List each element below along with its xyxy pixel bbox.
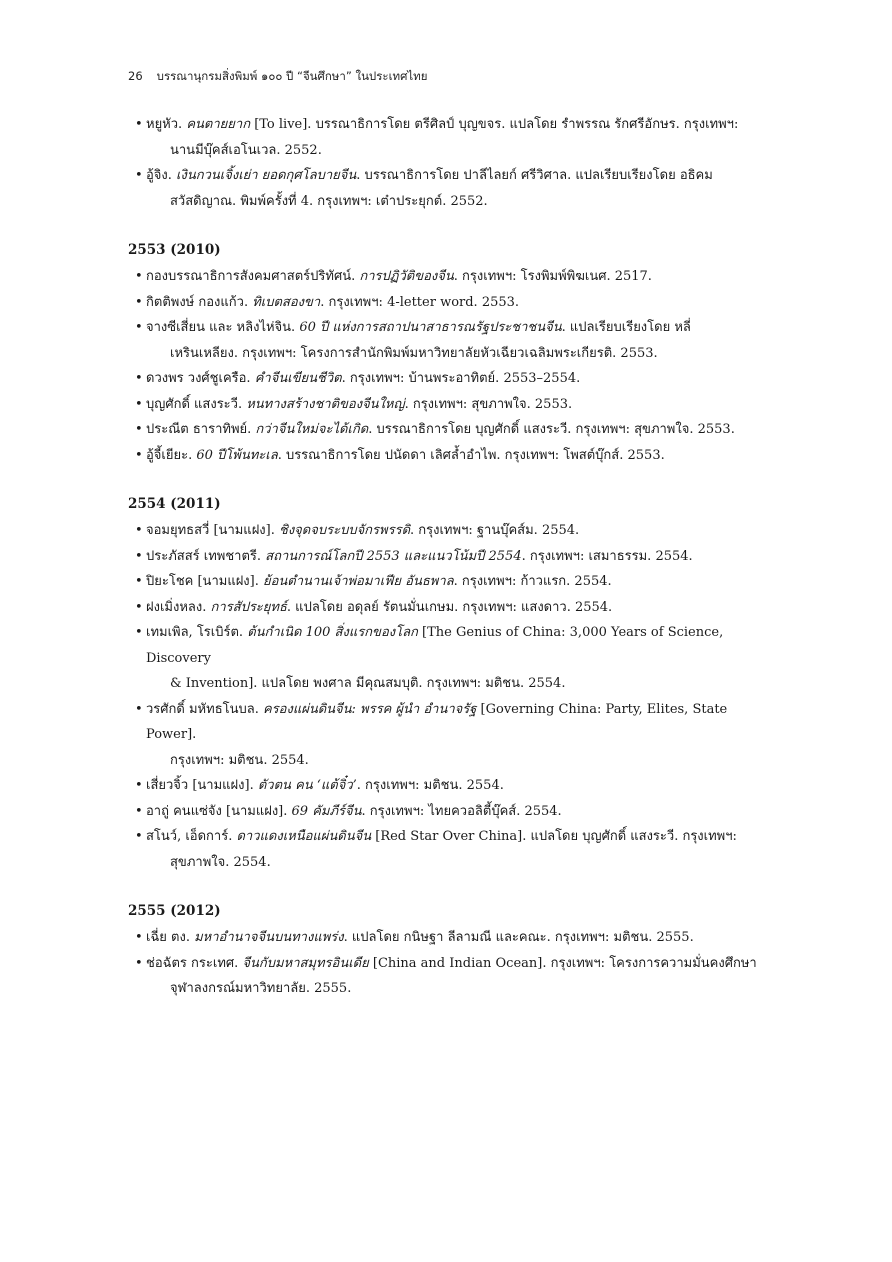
entry-details: [China and Indian Ocean]. กรุงเทพฯ: โครงการความมั่นคงศึกษา [368,955,757,971]
entry-details: . บรรณาธิการโดย บุญศักดิ์ แสงระวี. กรุงเทพฯ: สุขภาพใจ. 2553. [368,422,735,437]
entry-details: [Governing China: Party, Elites, State Power]. [146,701,728,742]
entry-details: . บรรณาธิการโดย ปนัดดา เลิศล้ำอำไพ. กรุงเทพฯ: โพสต์บุ๊กส์. 2553. [277,447,665,463]
entry-details: . แปลโดย กนิษฐา ลีลามณี และคณะ. กรุงเทพฯ: มติชน. 2555. [343,930,694,945]
bibliography-entry [128,290,780,316]
entry-title: คำจีนเขียนชีวิต [254,371,342,386]
entry-title: เงินกวนเจิ้งเย่า ยอดกุศโลบายจีน [176,168,357,183]
entry-details: . กรุงเทพฯ: มติชน. 2554. [356,778,504,793]
intro-entry-list [128,112,780,214]
entry-title: มหาอำนาจจีนบนทางแพร่ง [194,930,344,945]
entry-title: จีนกับมหาสมุทรอินเดีย [242,955,369,971]
bibliography-entry [128,518,780,544]
year-heading: 2553 (2010) [128,242,221,258]
entry-title: กว่าจีนใหม่จะได้เกิด [255,422,369,437]
entry-continuation: จุฬาลงกรณ์มหาวิทยาลัย. 2555. [170,981,352,996]
entry-continuation: นานมีบุ๊คส์เอโนเวล. 2552. [170,142,322,158]
entry-continuation: สุขภาพใจ. 2554. [170,854,271,870]
entry-title: ดาวแดงเหนือแผ่นดินจีน [236,829,372,844]
bibliography-entry [128,544,780,570]
entry-title: ชิงจุดจบระบบจักรพรรดิ [279,523,411,538]
entry-list [128,925,780,1002]
entry-author: หยูหัว. [146,117,187,132]
bibliography-entry [128,595,780,621]
bibliography-entry [128,366,780,392]
bibliography-entry [128,417,780,443]
entry-title: การสัประยุทธ์ [210,599,287,615]
bibliography-entry [128,163,780,214]
bibliography-entry [128,773,780,799]
running-head-title: บรรณานุกรมสิ่งพิมพ์ ๑๐๐ ปี “จีนศึกษา” ในประเทศไทย [156,69,428,83]
entry-details: [The Genius of China: 3,000 Years of Science, Discovery [146,625,724,666]
entry-title: หนทางสร้างชาติของจีนใหญ่ [246,396,405,412]
entry-author: ปิยะโชค [นามแฝง]. [146,574,263,589]
entry-details: . แปลเรียบเรียงโดย หลี่ [561,320,691,335]
entry-author: จอมยุทธสวี่ [นามแฝง]. [146,523,279,538]
entry-author: บุญศักดิ์ แสงระวี. [146,396,247,412]
entry-details: . กรุงเทพฯ: บ้านพระอาทิตย์. 2553–2554. [341,371,581,386]
entry-details: [To live]. บรรณาธิการโดย ตรีศิลป์ บุญขจร. แปลโดย รำพรรณ รักศรีอักษร. กรุงเทพฯ: [250,117,739,132]
entry-details: . กรุงเทพฯ: สุขภาพใจ. 2553. [404,396,573,412]
entry-details: . กรุงเทพฯ: ก้าวแรก. 2554. [453,574,612,589]
entry-title: คนตายยาก [186,117,251,132]
entry-title: สถานการณ์โลกปี 2553 และแนวโน้มปี 2554 [265,548,522,564]
entry-author: วรศักดิ์ มหัทธโนบล. [146,701,263,717]
entry-details: . กรุงเทพฯ: โรงพิมพ์พิฆเนศ. 2517. [453,269,652,284]
bibliography-entry [128,697,780,774]
bibliography-entry [128,925,780,951]
entry-details: . กรุงเทพฯ: เสมาธรรม. 2554. [521,548,693,564]
entry-author: อู้จี้เยียะ. [146,447,197,463]
bibliography-entry [128,315,780,366]
entry-details: . บรรณาธิการโดย ปาลีไลยก์ ศรีวิศาล. แปลเรียบเรียงโดย อธิคม [356,168,713,183]
running-head [128,68,780,86]
entry-title: 69 คัมภีร์จีน [291,803,362,819]
entry-details: . กรุงเทพฯ: 4-letter word. 2553. [320,294,520,310]
entry-continuation: เหรินเหลียง. กรุงเทพฯ: โครงการสำนักพิมพ์มหาวิทยาลัยหัวเฉียวเฉลิมพระเกียรติ. 2553. [170,345,658,361]
entry-title: ครองแผ่นดินจีน: พรรค ผู้นำ อำนาจรัฐ [262,701,477,717]
entry-title: 60 ปี แห่งการสถาปนาสาธารณรัฐประชาชนจีน [299,320,562,335]
entry-title: ย้อนตำนานเจ้าพ่อมาเฟีย อันธพาล [263,574,454,589]
entry-author: จางซีเสี่ยน และ หลิงไห่จิน. [146,320,300,335]
year-section [128,899,780,1002]
entry-title: การปฏิวัติของจีน [359,269,454,284]
entry-author: กิตติพงษ์ กองแก้ว. [146,294,253,310]
bibliography-entry [128,824,780,875]
year-heading: 2554 (2011) [128,496,221,512]
bibliography-entry [128,620,780,697]
entry-author: ฝงเมิ่งหลง. [146,599,211,615]
year-heading: 2555 (2012) [128,903,221,919]
entry-author: เสี่ยวจิ้ว [นามแฝง]. [146,778,258,793]
entry-details: . แปลโดย อดุลย์ รัตนมั่นเกษม. กรุงเทพฯ: แสงดาว. 2554. [286,599,613,615]
entry-author: สโนว์, เอ็ดการ์. [146,829,237,844]
bibliography-entry [128,569,780,595]
entry-author: กองบรรณาธิการสังคมศาสตร์ปริทัศน์. [146,269,360,284]
page-number: 26 [128,69,143,83]
entry-details: . กรุงเทพฯ: ฐานบุ๊คส์ม. 2554. [410,523,580,538]
entry-author: เฉี่ย ตง. [146,930,195,945]
bibliography-entry [128,264,780,290]
entry-title: ต้นกำเนิด 100 สิ่งแรกของโลก [247,625,418,640]
bibliography-entry [128,392,780,418]
entry-title: 60 ปีโพ้นทะเล [196,447,278,463]
entry-list [128,264,780,468]
entry-list [128,518,780,875]
bibliography-entry [128,112,780,163]
entry-author: ประภัสสร์ เทพชาตรี. [146,548,266,564]
bibliography-entry [128,951,780,1002]
entry-author: เทมเพิล, โรเบิร์ต. [146,625,248,640]
entry-author: ประณีต ธาราทิพย์. [146,422,256,437]
entry-author: ดวงพร วงศ์ชูเครือ. [146,371,255,386]
page [128,68,780,1002]
entry-author: อาถู่ คนแซ่จัง [นามแฝง]. [146,803,292,819]
entry-title: ตัวตน คน ‘แต้จิ๋ว’ [257,778,357,793]
entry-details: [Red Star Over China]. แปลโดย บุญศักดิ์ แสงระวี. กรุงเทพฯ: [371,829,737,844]
bibliography-entry [128,799,780,825]
bibliography-entry [128,443,780,469]
year-section [128,492,780,875]
entry-author: อู้จิง. [146,168,177,183]
bibliography-sections [128,238,780,1002]
entry-continuation: สวัสดิญาณ. พิมพ์ครั้งที่ 4. กรุงเทพฯ: เต๋าประยุกต์. 2552. [170,193,488,209]
year-section [128,238,780,468]
entry-continuation: & Invention]. แปลโดย พงศาล มีคุณสมบุติ. กรุงเทพฯ: มติชน. 2554. [170,676,566,691]
entry-title: ทิเบตสองขา [252,294,321,310]
entry-details: . กรุงเทพฯ: ไทยควอลิตี้บุ๊คส์. 2554. [361,803,562,819]
entry-continuation: กรุงเทพฯ: มติชน. 2554. [170,752,309,768]
entry-author: ช่อฉัตร กระเทศ. [146,955,243,971]
